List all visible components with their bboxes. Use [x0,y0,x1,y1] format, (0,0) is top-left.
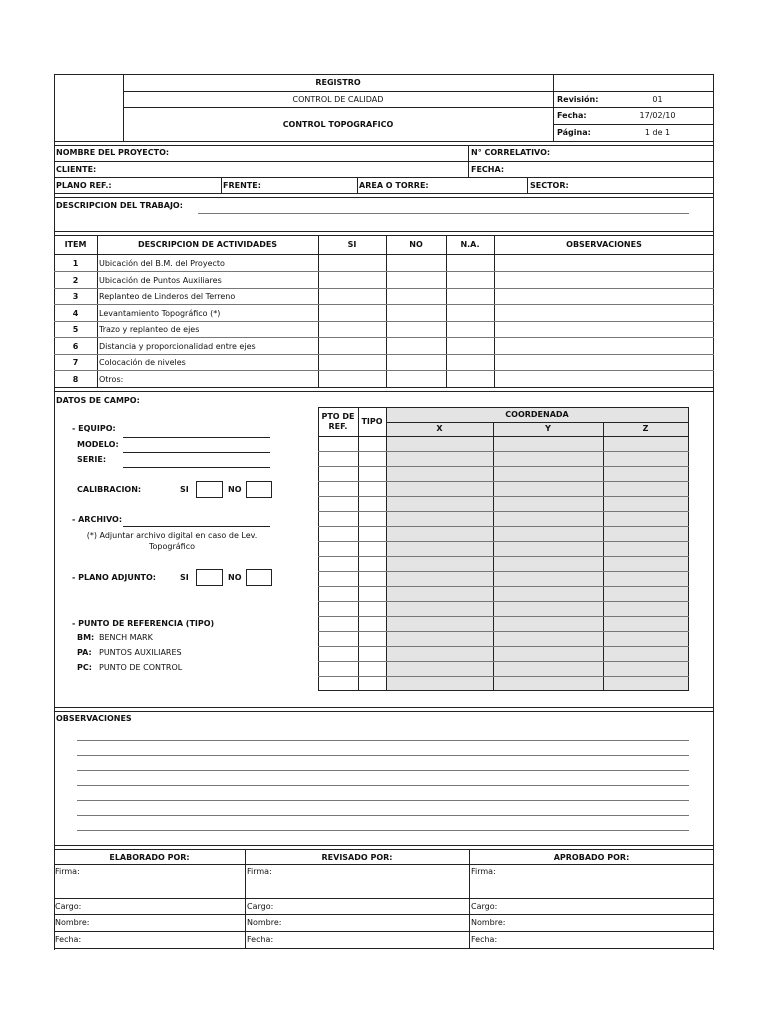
activity-desc: Otros: [99,375,124,384]
elaborado-header: ELABORADO POR: [109,853,190,862]
control-topografico-title: CONTROL TOPOGRAFICO [282,120,394,129]
archivo-field[interactable] [123,526,270,527]
observaciones-line[interactable] [77,740,689,741]
col-si: SI [347,240,357,249]
table-row [318,466,689,467]
pa-text: PUNTOS AUXILIARES [99,648,182,657]
serie-field[interactable] [123,467,270,468]
activity-desc: Levantamiento Topográfico (*) [99,309,221,318]
descripcion-trabajo-label: DESCRIPCION DEL TRABAJO: [56,201,183,210]
aprobado-nombre[interactable]: Nombre: [471,918,506,927]
cliente-label: CLIENTE: [56,165,97,174]
observaciones-line[interactable] [77,800,689,801]
nombre-proyecto-label: NOMBRE DEL PROYECTO: [56,148,170,157]
revision-value: 01 [652,95,663,104]
elaborado-cargo[interactable]: Cargo: [55,902,82,911]
table-row [318,511,689,512]
revisado-nombre[interactable]: Nombre: [247,918,282,927]
pagina-value: 1 de 1 [644,128,671,137]
table-row [318,451,689,452]
table-row [318,631,689,632]
modelo-field[interactable] [123,452,270,453]
observaciones-line[interactable] [77,830,689,831]
plano-no-checkbox[interactable] [246,569,272,586]
plano-si-checkbox[interactable] [196,569,223,586]
revisado-header: REVISADO POR: [321,853,393,862]
table-row [318,541,689,542]
descripcion-trabajo-line[interactable] [198,213,689,214]
table-row [318,526,689,527]
activity-item: 8 [72,375,79,384]
bm-code: BM: [77,633,95,642]
fecha-doc-label: Fecha: [557,111,587,120]
bm-text: BENCH MARK [99,633,153,642]
fecha-doc-value: 17/02/10 [639,111,676,120]
activity-item: 5 [72,325,79,334]
pc-code: PC: [77,663,92,672]
activity-desc: Ubicación del B.M. del Proyecto [99,259,225,268]
calibracion-no-checkbox[interactable] [246,481,272,498]
registro-title: REGISTRO [315,78,361,87]
equipo-field[interactable] [123,437,270,438]
plano-no-label: NO [228,573,242,582]
elaborado-nombre[interactable]: Nombre: [55,918,90,927]
fecha-label: FECHA: [471,165,505,174]
ref-header: REF. [328,422,348,431]
punto-referencia-label: - PUNTO DE REFERENCIA (TIPO) [72,619,215,628]
table-row [318,556,689,557]
revisado-cargo[interactable]: Cargo: [247,902,274,911]
activity-desc: Ubicación de Puntos Auxiliares [99,276,222,285]
activity-item: 7 [72,358,79,367]
correlativo-label: N° CORRELATIVO: [471,148,551,157]
col-na: N.A. [460,240,480,249]
table-row [318,481,689,482]
elaborado-firma[interactable]: Firma: [55,867,80,876]
archivo-note-2: Topográfico [149,542,195,551]
pa-code: PA: [77,648,92,657]
frente-label: FRENTE: [223,181,261,190]
archivo-label: - ARCHIVO: [72,515,123,524]
activity-item: 1 [72,259,79,268]
sector-label: SECTOR: [530,181,569,190]
activity-desc: Replanteo de Linderos del Terreno [99,292,236,301]
activity-item: 6 [72,342,79,351]
activity-desc: Colocación de niveles [99,358,186,367]
pagina-label: Página: [557,128,591,137]
col-observaciones: OBSERVACIONES [566,240,642,249]
revision-label: Revisión: [557,95,599,104]
table-row [318,676,689,677]
activity-item: 3 [72,292,79,301]
control-calidad-subtitle: CONTROL DE CALIDAD [292,95,384,104]
y-header: Y [545,424,551,433]
table-row [318,661,689,662]
pto-de-header: PTO DE [321,412,355,421]
calibracion-label: CALIBRACION: [77,485,142,494]
observaciones-line[interactable] [77,755,689,756]
z-header: Z [642,424,649,433]
aprobado-firma[interactable]: Firma: [471,867,496,876]
observaciones-line[interactable] [77,815,689,816]
calibracion-si-checkbox[interactable] [196,481,223,498]
aprobado-header: APROBADO POR: [553,853,630,862]
table-row [318,646,689,647]
col-descripcion: DESCRIPCION DE ACTIVIDADES [137,240,278,249]
datos-campo-title: DATOS DE CAMPO: [56,396,140,405]
table-row [318,571,689,572]
pc-text: PUNTO DE CONTROL [99,663,183,672]
tipo-header: TIPO [361,417,383,426]
table-row [318,601,689,602]
modelo-label: MODELO: [77,440,119,449]
serie-label: SERIE: [77,455,107,464]
observaciones-line[interactable] [77,770,689,771]
archivo-note-1: (*) Adjuntar archivo digital en caso de Lev. [86,531,258,540]
x-header: X [436,424,443,433]
aprobado-cargo[interactable]: Cargo: [471,902,498,911]
elaborado-fecha[interactable]: Fecha: [55,935,82,944]
calibracion-si-label: SI [180,485,189,494]
col-item: ITEM [64,240,87,249]
activity-item: 4 [72,309,79,318]
area-torre-label: AREA O TORRE: [359,181,429,190]
aprobado-fecha[interactable]: Fecha: [471,935,498,944]
calibracion-no-label: NO [228,485,242,494]
revisado-firma[interactable]: Firma: [247,867,272,876]
revisado-fecha[interactable]: Fecha: [247,935,274,944]
table-row [318,496,689,497]
plano-ref-label: PLANO REF.: [56,181,112,190]
observaciones-line[interactable] [77,785,689,786]
activity-desc: Trazo y replanteo de ejes [99,325,200,334]
activity-item: 2 [72,276,79,285]
table-row [318,586,689,587]
equipo-label: - EQUIPO: [72,424,116,433]
plano-adjunto-label: - PLANO ADJUNTO: [72,573,156,582]
plano-si-label: SI [180,573,189,582]
observaciones-title: OBSERVACIONES [56,714,132,723]
col-no: NO [409,240,423,249]
table-row [318,616,689,617]
coordenada-header: COORDENADA [505,410,569,419]
activity-desc: Distancia y proporcionalidad entre ejes [99,342,256,351]
